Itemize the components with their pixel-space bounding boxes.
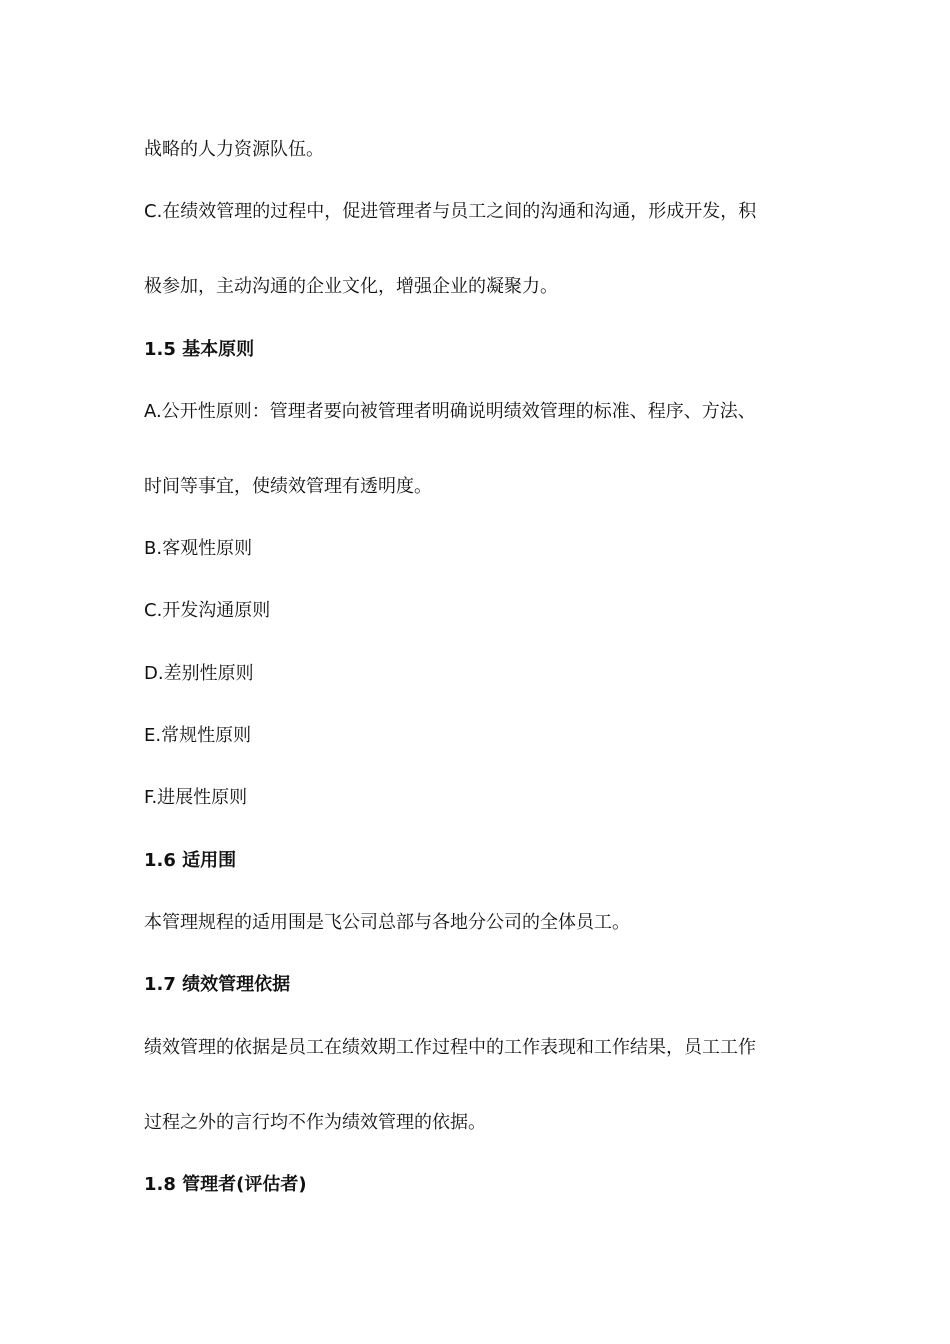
paragraph-line: 绩效管理的依据是员工在绩效期工作过程中的工作表现和工作结果，员工工作 [144,1037,756,1058]
list-item: B.客观性原则 [144,538,253,559]
paragraph-line: 时间等事宜，使绩效管理有透明度。 [144,476,432,497]
section-heading-1-5: 1.5 基本原则 [144,339,255,360]
paragraph-line: 极参加，主动沟通的企业文化，增强企业的凝聚力。 [144,276,558,297]
list-item: F.进展性原则 [144,787,248,808]
section-heading-1-6: 1.6 适用围 [144,850,237,871]
section-heading-1-8: 1.8 管理者(评估者) [144,1174,307,1195]
list-item: C.开发沟通原则 [144,600,271,621]
section-heading-1-7: 1.7 绩效管理依据 [144,974,291,995]
paragraph-line: 战略的人力资源队伍。 [144,139,324,160]
paragraph-line: 过程之外的言行均不作为绩效管理的依据。 [144,1112,486,1133]
list-item: D.差别性原则 [144,663,254,684]
paragraph-line: 本管理规程的适用围是飞公司总部与各地分公司的全体员工。 [144,912,630,933]
paragraph-line: A.公开性原则：管理者要向被管理者明确说明绩效管理的标准、程序、方法、 [144,401,756,422]
paragraph-line: C.在绩效管理的过程中，促进管理者与员工之间的沟通和沟通，形成开发，积 [144,201,757,222]
list-item: E.常规性原则 [144,725,252,746]
